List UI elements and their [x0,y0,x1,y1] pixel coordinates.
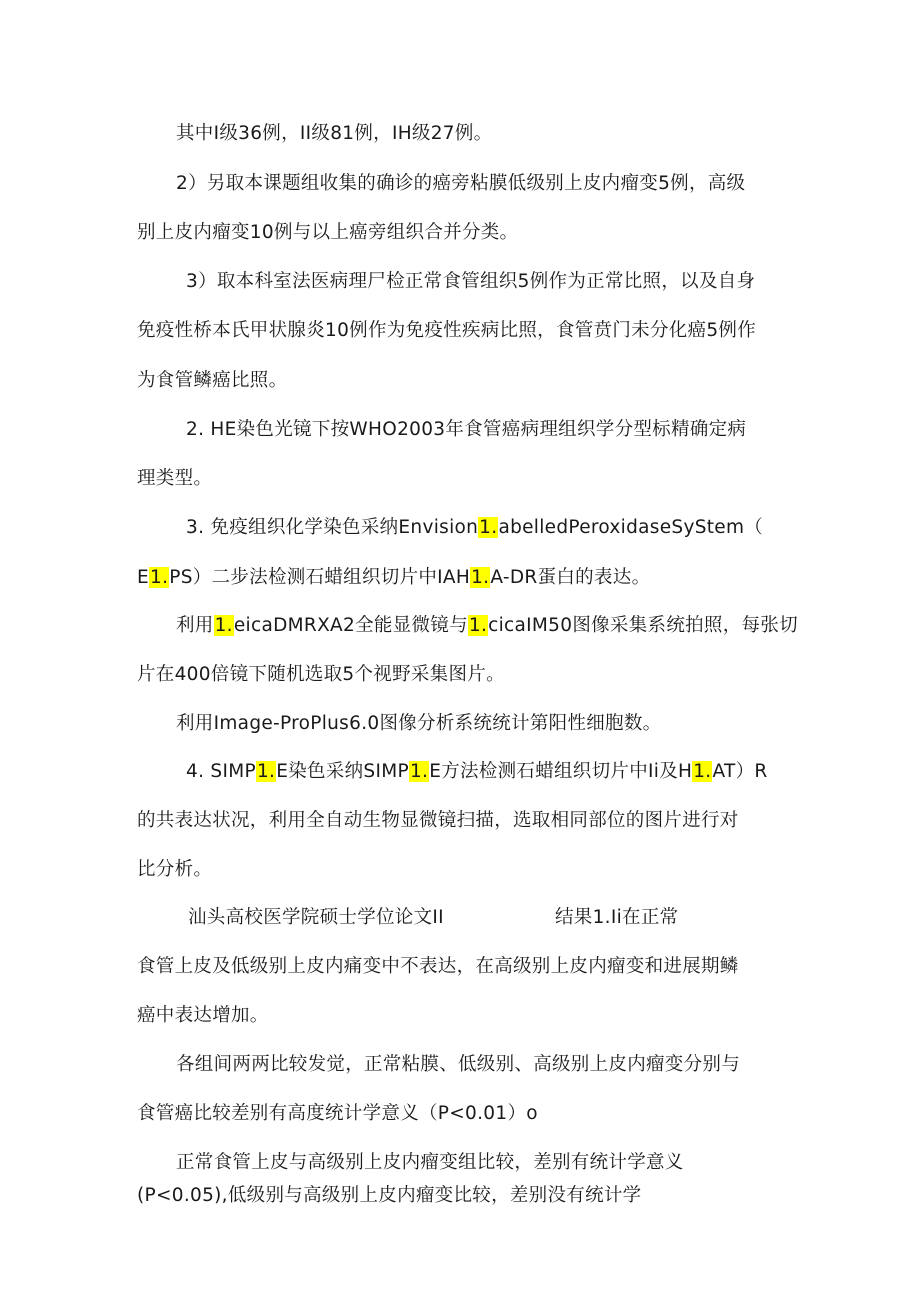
text-line: 利用1.eicaDMRXA2全能显微镜与1.cicaIM50图像采集系统拍照，每张切 [176,615,798,636]
text-line: 2. HE染色光镜下按WHO2003年食管癌病理组织学分型标精确定病 [186,419,747,440]
text-line: 3）取本科室法医病理尸检正常食管组织5例作为正常比照，以及自身 [186,271,756,292]
text-line: 比分析。 [137,859,213,880]
text-line: 免疫性桥本氏甲状腺炎10例作为免疫性疾病比照，食管贲门未分化癌5例作 [137,320,757,341]
text-line: 的共表达状况，利用全自动生物显微镜扫描，选取相同部位的图片进行对 [137,810,739,831]
text-line: 食管癌比较差别有高度统计学意义（P<0.01）o [137,1103,538,1124]
text-line: 利用Image-ProPlus6.0图像分析系统统计第阳性细胞数。 [176,713,662,734]
text-line: 其中I级36例，II级81例，IH级27例。 [176,123,493,144]
text-line: 理类型。 [137,468,213,489]
text-line: 癌中表达增加。 [137,1005,269,1026]
text-line: E1.PS）二步法检测石蜡组织切片中IAH1.A-DR蛋白的表达。 [137,567,651,588]
text-line: 食管上皮及低级别上皮内痛变中不表达，在高级别上皮内瘤变和进展期鳞 [137,956,739,977]
text-line: 2）另取本课题组收集的确诊的癌旁粘膜低级别上皮内瘤变5例，高级 [176,173,746,194]
text-line: 为食管鳞癌比照。 [137,370,288,391]
highlight-mark: 1. [256,761,276,782]
text-line: 汕头高校医学院硕士学位论文II [188,907,444,928]
text-line: 片在400倍镜下随机选取5个视野采集图片。 [137,664,505,685]
text-line: 别上皮内瘤变10例与以上癌旁组织合并分类。 [137,222,519,243]
highlight-mark: 1. [479,517,498,538]
text-line: 各组间两两比较发觉，正常粘膜、低级别、高级别上皮内瘤变分别与 [176,1054,741,1075]
text-line: 正常食管上皮与高级别上皮内瘤变组比较，差别有统计学意义 [176,1152,684,1173]
highlight-mark: 1. [468,615,488,636]
text-line: 4. SIMP1.E染色采纳SIMP1.E方法检测石蜡组织切片中Ii及H1.AT）R [186,761,768,782]
text-line: 结果1.Ii在正常 [555,907,679,928]
highlight-mark: 1. [471,567,490,588]
highlight-mark: 1. [409,761,429,782]
text-line: (P<0.05),低级别与高级别上皮内瘤变比较，差别没有统计学 [137,1185,642,1206]
highlight-mark: 1. [150,567,169,588]
highlight-mark: 1. [214,615,233,636]
highlight-mark: 1. [693,761,712,782]
text-line: 3. 免疫组织化学染色采纳Envision1.abelledPeroxidaseSyStem（ [186,517,764,538]
